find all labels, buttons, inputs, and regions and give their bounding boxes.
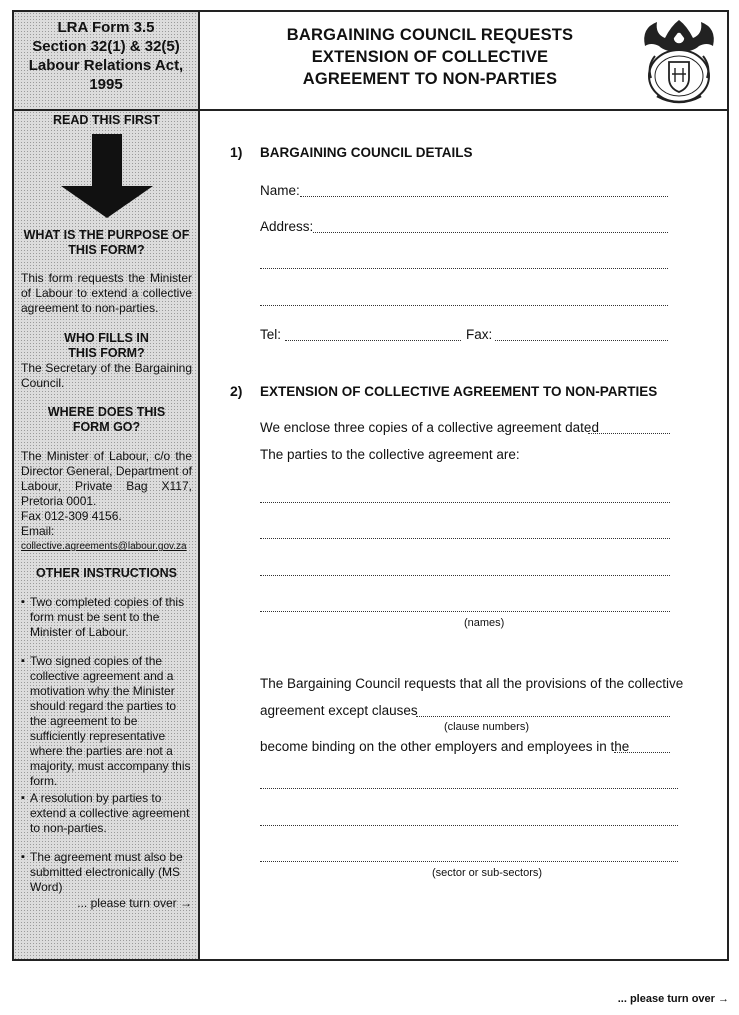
purpose-heading — [21, 228, 192, 258]
sector-caption: (sector or sub-sectors) — [432, 867, 543, 879]
other-instructions-heading: OTHER INSTRUCTIONS — [36, 566, 177, 580]
act-year: 1995 — [89, 76, 123, 93]
name-field[interactable] — [300, 196, 668, 197]
clause-numbers-field[interactable] — [416, 716, 670, 717]
section2-number: 2) — [230, 383, 243, 399]
address-field-line2[interactable] — [260, 268, 668, 269]
who-heading — [21, 331, 192, 361]
sector-field-line3[interactable] — [260, 861, 678, 862]
address-field-line3[interactable] — [260, 305, 668, 306]
sidebar-turn-over: ... please turn over → — [77, 896, 192, 910]
parties-field-line3[interactable] — [260, 575, 670, 576]
form-id: LRA Form 3.5 — [57, 19, 155, 36]
page-turn-over: ... please turn over → — [617, 993, 729, 1005]
instructions-sidebar — [14, 12, 200, 959]
form-header — [200, 12, 727, 111]
title-line2: EXTENSION OF COLLECTIVE — [311, 48, 549, 66]
purpose-heading-line2: THIS FORM? — [68, 243, 145, 257]
fax-label: Fax: — [466, 327, 493, 342]
section2-title: EXTENSION OF COLLECTIVE AGREEMENT TO NON-PARTIES — [260, 384, 658, 399]
sector-field-line2[interactable] — [260, 825, 678, 826]
read-this-first: READ THIS FIRST — [53, 113, 160, 127]
instruction-item: ▪ The agreement must also be submitted electronically (MS Word) — [21, 850, 192, 895]
title-line3: AGREEMENT TO NON-PARTIES — [302, 70, 558, 88]
where-heading — [21, 405, 192, 435]
clause-numbers-caption: (clause numbers) — [444, 721, 529, 733]
form-identifier-block — [14, 12, 198, 111]
who-heading-line1: WHO FILLS IN — [64, 331, 149, 345]
tel-field[interactable] — [285, 340, 461, 341]
down-arrow-icon — [77, 134, 137, 222]
form-title — [230, 24, 630, 90]
section1-title: BARGAINING COUNCIL DETAILS — [260, 145, 473, 160]
who-text: The Secretary of the Bargaining Council. — [21, 361, 192, 390]
who-heading-line2: THIS FORM? — [68, 346, 145, 360]
sector-field-inline[interactable] — [614, 752, 670, 753]
agreement-date-field[interactable] — [588, 433, 670, 434]
request-text-line1: The Bargaining Council requests that all the provisions of the collective — [260, 676, 684, 691]
purpose-text: This form requests the Minister of Labour to extend a collective agreement to non-parties. — [21, 271, 192, 315]
parties-field-line4[interactable] — [260, 611, 670, 612]
instruction-item: ▪ Two completed copies of this form must be sent to the Minister of Labour. — [21, 595, 192, 640]
instruction-item: ▪ A resolution by parties to extend a collective agreement to non-parties. — [21, 791, 192, 836]
request-text-line2: agreement except clauses — [260, 703, 418, 718]
form-section: Section 32(1) & 32(5) — [32, 38, 180, 55]
tel-label: Tel: — [260, 327, 282, 342]
email-link[interactable]: collective.agreements@labour.gov.za — [21, 541, 187, 552]
form-frame — [12, 10, 729, 961]
parties-field-line2[interactable] — [260, 538, 670, 539]
section1-number: 1) — [230, 144, 243, 160]
instruction-item: ▪ Two signed copies of the collective agreement and a motivation why the Minister should regard the parties to the agreement to be sufficiently representative where the parties are not a majority, must accompany this form. — [21, 654, 192, 789]
coat-of-arms-icon — [637, 16, 721, 106]
fax-number: Fax 012-309 4156. — [21, 509, 122, 523]
enclose-text: We enclose three copies of a collective agreement dated — [260, 420, 599, 435]
where-heading-line2: FORM GO? — [72, 420, 141, 434]
title-line1: BARGAINING COUNCIL REQUESTS — [286, 26, 574, 44]
where-heading-line1: WHERE DOES THIS — [47, 405, 166, 419]
where-text: The Minister of Labour, c/o the Director General, Department of Labour, Private Bag X117, Pretoria 0001. — [21, 449, 192, 508]
purpose-heading-line1: WHAT IS THE PURPOSE OF — [23, 228, 190, 242]
parties-field-line1[interactable] — [260, 502, 670, 503]
email-label: Email: — [21, 524, 55, 538]
parties-text: The parties to the collective agreement are: — [260, 447, 520, 462]
address-label: Address: — [260, 219, 314, 234]
names-caption: (names) — [464, 617, 505, 629]
binding-text: become binding on the other employers and employees in the — [260, 739, 630, 754]
name-label: Name: — [260, 183, 300, 198]
sector-field-line1[interactable] — [260, 788, 678, 789]
address-field-line1[interactable] — [313, 232, 668, 233]
fax-field[interactable] — [495, 340, 668, 341]
act-name: Labour Relations Act, — [28, 57, 184, 74]
